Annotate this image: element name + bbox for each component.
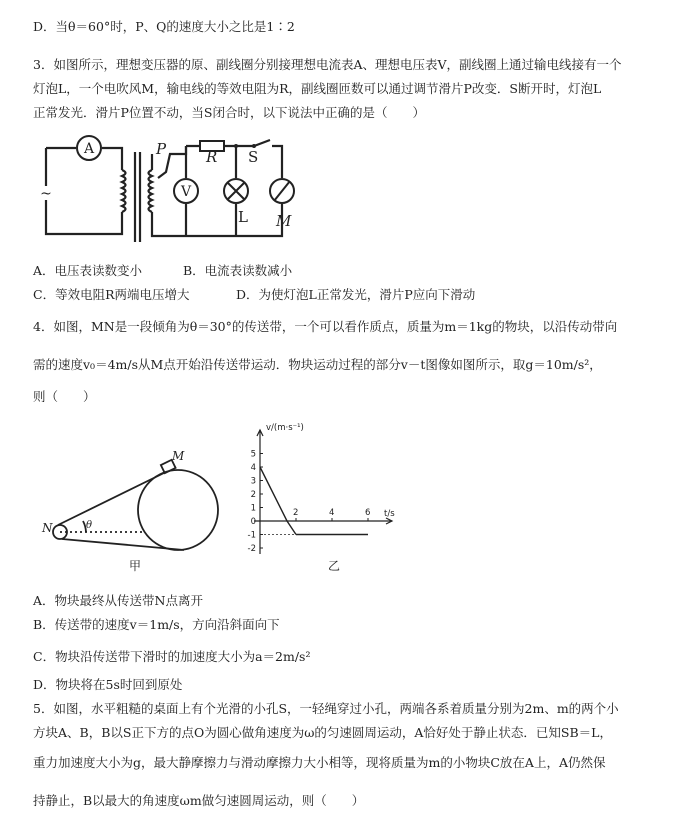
q5-stem-line-2: 方块A、B，B以S正下方的点O为圆心做角速度为ω的匀速圆周运动，A恰好处于静止状态．已知SB＝L，: [33, 725, 612, 740]
vt-series-line-1: [260, 467, 299, 535]
y-tick-label: -2: [247, 544, 256, 554]
switch-label: S: [248, 148, 259, 166]
y-tick-label: 3: [250, 476, 256, 487]
q5-stem-line-4: 持静止，B以最大的角速度ωm做匀速圆周运动，则（ ）: [33, 793, 365, 808]
q3-stem-line-1: 3．如图所示，理想变压器的原、副线圈分别接理想电流表A、理想电压表V，副线圈上通过输电线接有一个: [33, 57, 622, 72]
q4-stem-line-2: 需的速度v₀＝4m/s从M点开始沿传送带运动．物块运动过程的部分v－t图像如图所示，取g＝10m/s²，: [33, 357, 602, 372]
q4-option-b: B．传送带的速度v＝1m/s，方向沿斜面向下: [33, 617, 280, 632]
q2-option-d: D．当θ＝60°时，P、Q的速度大小之比是1∶2: [33, 19, 295, 34]
q5-stem-line-1: 5．如图，水平粗糙的桌面上有个光滑的小孔S，一轻绳穿过小孔，两端各系着质量分别为2m、m的两个小: [33, 701, 619, 716]
y-tick-label: 1: [250, 503, 256, 514]
x-tick-label: 4: [329, 508, 335, 518]
point-m-label: M: [172, 449, 185, 463]
voltmeter-label: V: [180, 184, 192, 200]
y-tick-label: -1: [247, 530, 256, 541]
y-tick-label: 4: [250, 463, 256, 473]
y-tick-label: 2: [250, 490, 256, 500]
q3-stem-line-2: 灯泡L，一个电吹风M，输电线的等效电阻为R，副线圈匝数可以通过调节滑片P改变．S断开时，灯泡L: [33, 81, 602, 96]
q4-option-a: A．物块最终从传送带N点离开: [33, 593, 203, 608]
y-axis-label: v/(m·s⁻¹): [266, 423, 304, 433]
lamp-label: L: [238, 208, 248, 226]
figure-yi-caption: 乙: [328, 559, 341, 573]
q3-stem-line-3: 正常发光．滑片P位置不动，当S闭合时，以下说法中正确的是（ ）: [33, 105, 425, 120]
x-tick-label: 6: [365, 508, 371, 518]
slider-label: P: [156, 140, 167, 158]
q3-option-b: B．电流表读数减小: [183, 263, 293, 278]
point-n-label: N: [42, 521, 53, 535]
q5-stem-line-3: 重力加速度大小为g，最大静摩擦力与滑动摩擦力大小相等，现将质量为m的小物块C放在A上，A仍然保: [33, 755, 606, 770]
q3-circuit-figure: [36, 134, 316, 248]
y-tick-label: 0: [250, 517, 256, 527]
conveyor-figure: [34, 448, 234, 578]
q3-option-d: D．为使灯泡L正常发光，滑片P应向下滑动: [236, 287, 476, 302]
x-axis-label: t/s: [384, 509, 395, 519]
x-tick-label: 2: [293, 508, 299, 518]
q4-stem-line-3: 则（ ）: [33, 389, 96, 404]
theta-label: θ: [86, 520, 93, 531]
motor-label: M: [276, 212, 292, 230]
ammeter-label: A: [83, 141, 95, 157]
q3-option-c: C．等效电阻R两端电压增大: [33, 287, 190, 302]
q4-stem-line-1: 4．如图，MN是一段倾角为θ＝30°的传送带，一个可以看作质点，质量为m＝1kg的物块，以沿传动带向: [33, 319, 618, 334]
resistor-label: R: [206, 148, 218, 166]
q3-option-a: A．电压表读数变小: [33, 263, 143, 278]
q4-option-c: C．物块沿传送带下滑时的加速度大小为a＝2m/s²: [33, 649, 311, 664]
ac-source-label: ~: [40, 186, 52, 202]
vt-chart: [240, 418, 410, 578]
y-tick-label: 5: [250, 449, 256, 460]
figure-jia-caption: 甲: [129, 559, 142, 573]
q4-option-d: D．物块将在5s时回到原处: [33, 677, 183, 692]
